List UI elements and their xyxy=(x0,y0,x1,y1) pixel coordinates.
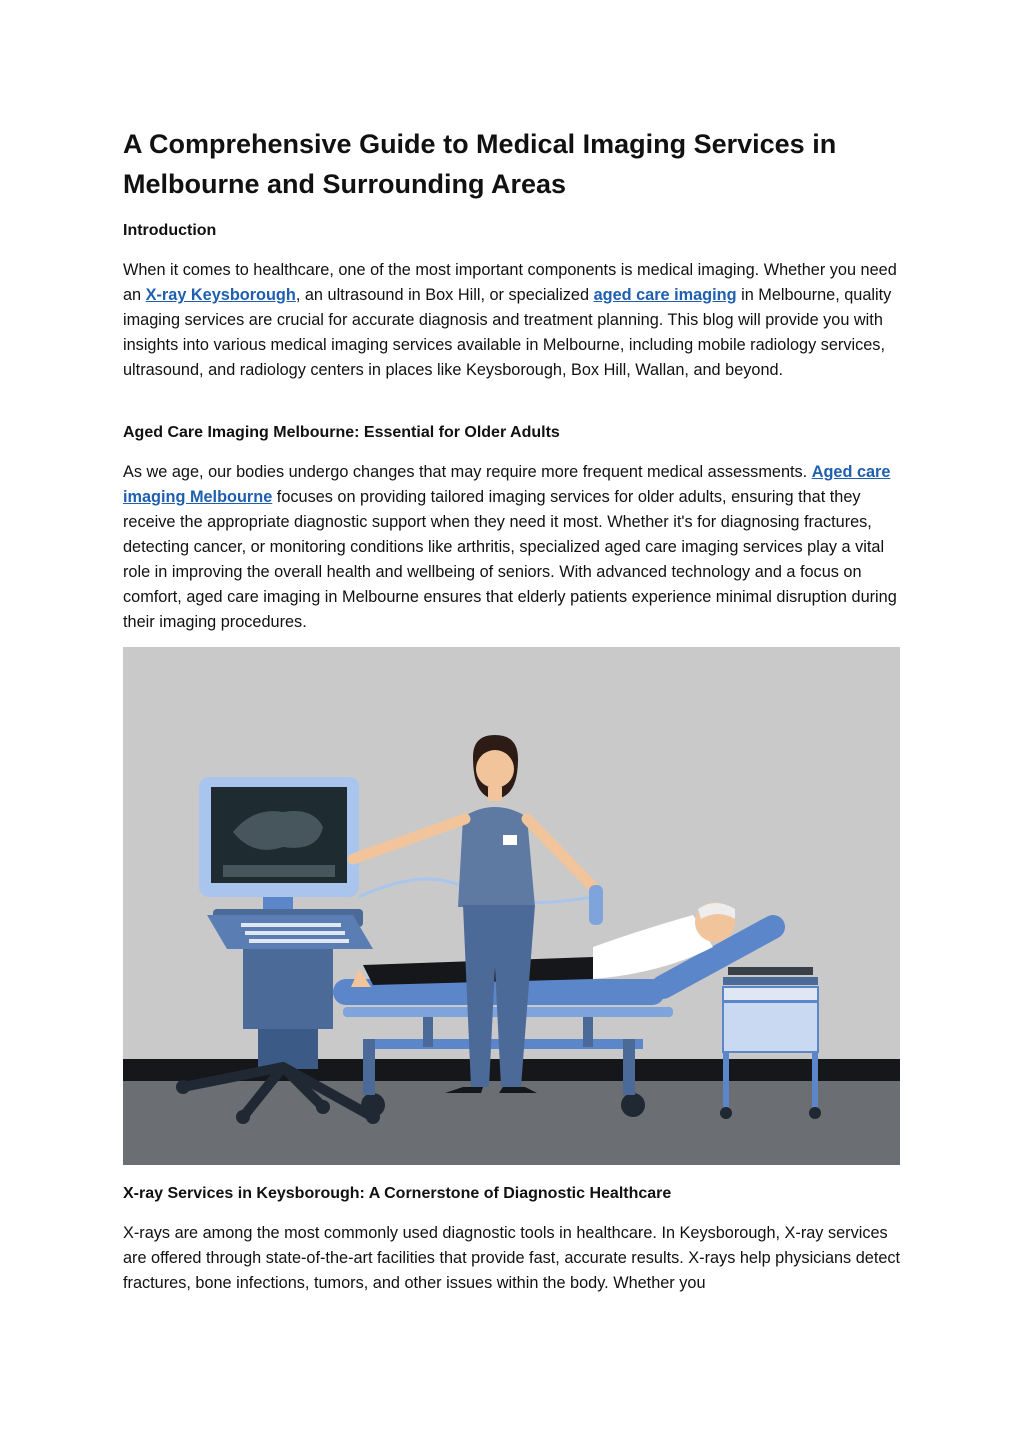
ultrasound-probe xyxy=(589,885,603,925)
aged-care-paragraph xyxy=(123,460,901,635)
intro-text-c: in Melbourne, quality imaging services are crucial for accurate diagnosis and treatment planning. This blog will provide you with insights into various medical imaging services available in Melbourne, including mobile radiology services, ultrasound, and radiology centers in places like Keysborough, Box Hill, Wallan, and beyond. xyxy=(123,286,892,379)
cart-leg xyxy=(812,1052,818,1107)
bed-leg xyxy=(363,1039,375,1095)
intro-text-b: , an ultrasound in Box Hill, or specialized xyxy=(295,286,594,304)
keyboard-keys xyxy=(241,923,349,943)
page-title: A Comprehensive Guide to Medical Imaging Services in Melbourne and Surrounding Areas xyxy=(123,129,837,199)
name-badge xyxy=(503,835,517,845)
machine-column xyxy=(243,949,333,1029)
bed-wheel xyxy=(621,1093,645,1117)
xray-heading: X-ray Services in Keysborough: A Cornerstone of Diagnostic Healthcare xyxy=(123,1185,672,1202)
wheel xyxy=(236,1110,250,1124)
xray-keysborough-link[interactable]: X-ray Keysborough xyxy=(145,286,296,304)
wheel xyxy=(176,1080,190,1094)
linens xyxy=(728,967,813,975)
monitor-neck xyxy=(263,897,293,911)
aged-care-text-a: As we age, our bodies undergo changes that may require more frequent medical assessments. xyxy=(123,463,812,481)
wheel xyxy=(316,1100,330,1114)
ultrasound-illustration xyxy=(123,647,900,1165)
bed-leg xyxy=(623,1039,635,1095)
linens xyxy=(723,977,818,985)
machine-base xyxy=(258,1029,318,1069)
cart-wheel xyxy=(809,1107,821,1119)
intro-paragraph xyxy=(123,258,901,383)
sonographer-face xyxy=(476,750,514,788)
aged-care-heading: Aged Care Imaging Melbourne: Essential for Older Adults xyxy=(123,424,560,441)
cart-top xyxy=(723,987,818,1001)
aged-care-text-b: focuses on providing tailored imaging services for older adults, ensuring that they receive the appropriate diagnostic support when they need it most. Whether it's for diagnosing fractures, detecting cancer, or monitoring conditions like arthritis, specialized aged care imaging services play a vital role in improving the overall health and wellbeing of seniors. With advanced technology and a focus on comfort, aged care imaging in Melbourne ensures that elderly patients experience minimal disruption during their imaging procedures. xyxy=(123,488,897,631)
sonographer-neck xyxy=(488,787,502,801)
bed-wheel xyxy=(361,1093,385,1117)
cart-cabinet xyxy=(723,1002,818,1052)
intro-text-a: When it comes to healthcare, one of the most important components is medical imaging. Whether you need an xyxy=(123,261,897,304)
cart-leg xyxy=(723,1052,729,1107)
cart-wheel xyxy=(720,1107,732,1119)
aged-care-imaging-melbourne-link[interactable]: Aged care imaging Melbourne xyxy=(123,463,891,506)
intro-heading: Introduction xyxy=(123,222,217,239)
aged-care-imaging-link[interactable]: aged care imaging xyxy=(593,286,737,304)
screen-bar xyxy=(223,865,335,877)
xray-paragraph: X-rays are among the most commonly used diagnostic tools in healthcare. In Keysborough, X-ray services are offered through state-of-the-art facilities that provide fast, accurate results. X-rays help physicians detect fractures, bone infections, tumors, and other issues within the body. Whether you xyxy=(123,1224,901,1292)
